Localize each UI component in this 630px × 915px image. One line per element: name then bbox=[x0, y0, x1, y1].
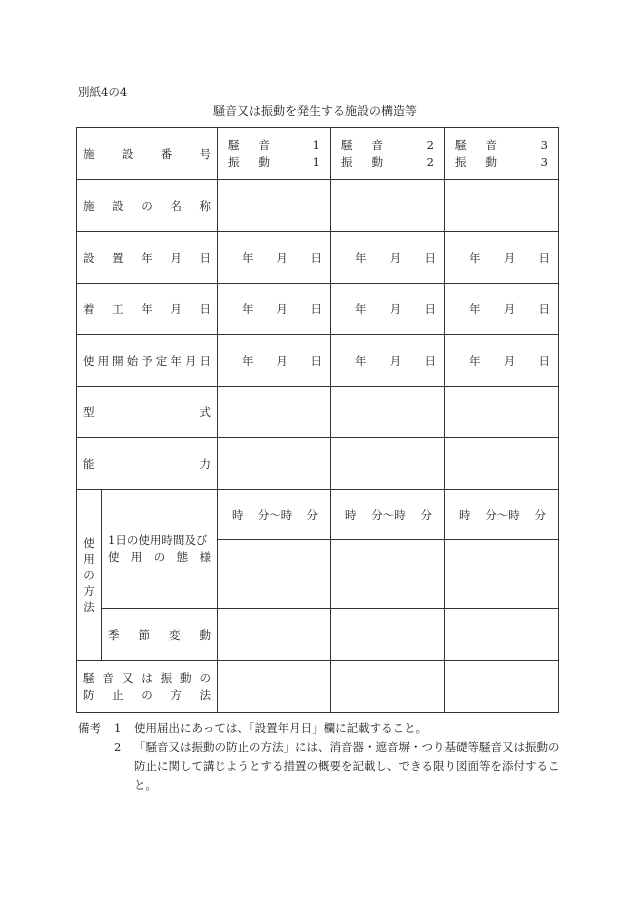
row-setup-date bbox=[77, 232, 559, 284]
label-char: 月 bbox=[389, 353, 402, 368]
input-type-1[interactable] bbox=[218, 387, 331, 438]
label-char: 分 bbox=[534, 507, 546, 522]
label-char: 型 bbox=[83, 405, 95, 419]
label-char: の bbox=[83, 568, 95, 582]
label-usage-method bbox=[77, 535, 101, 615]
row-prevention-method bbox=[77, 661, 559, 713]
remarks-head: 備考 bbox=[78, 721, 101, 735]
label-char: 称 bbox=[199, 198, 211, 213]
label-char: 止 bbox=[112, 687, 124, 702]
label-char: 日 bbox=[538, 353, 550, 368]
label-char: の bbox=[141, 687, 153, 702]
input-mode-1[interactable] bbox=[218, 540, 331, 609]
label-char: 設 bbox=[83, 250, 95, 265]
label-prevention-method bbox=[77, 670, 217, 704]
vibration-label: 振 動 1 bbox=[228, 154, 320, 169]
row-use-start-date bbox=[77, 335, 559, 387]
input-season-3[interactable] bbox=[445, 609, 559, 661]
label-char: 名 bbox=[170, 198, 182, 213]
input-use-start-2[interactable] bbox=[331, 335, 445, 387]
label-char: 分〜時 bbox=[485, 507, 520, 522]
label-char: 施 bbox=[83, 198, 95, 213]
remark-number: 1 bbox=[114, 721, 122, 735]
label-char: 年 bbox=[469, 250, 481, 265]
label-char: 年 bbox=[141, 302, 153, 316]
label-char: 月 bbox=[503, 250, 516, 265]
label-char: 振 bbox=[160, 670, 173, 685]
label-prevention-line2 bbox=[83, 687, 211, 704]
label-char: 分 bbox=[306, 507, 318, 522]
label-char: 年 bbox=[469, 353, 481, 368]
remark-text: 使用届出にあっては、「設置年月日」欄に記載すること。 bbox=[134, 721, 428, 735]
input-season-2[interactable] bbox=[331, 609, 445, 661]
remark-text: 「騒音又は振動の防止の方法」には、消音器・遮音塀・つり基礎等騒音又は振動の防止に関して講じようとする措置の概要を記載し、できる限り図面等を添付すること。 bbox=[134, 740, 560, 792]
vibration-label: 振 動 2 bbox=[341, 154, 434, 169]
input-capacity-3[interactable] bbox=[445, 438, 559, 490]
label-seasonal-variation bbox=[102, 627, 217, 643]
label-char: 日 bbox=[199, 302, 211, 316]
label-char: 能 bbox=[83, 456, 95, 471]
label-char: 動 bbox=[180, 670, 192, 685]
input-capacity-1[interactable] bbox=[218, 438, 331, 490]
facility-structure-table bbox=[76, 127, 559, 713]
label-char: 年 bbox=[242, 353, 254, 368]
row-usage-time bbox=[77, 490, 559, 540]
label-char: 法 bbox=[83, 600, 95, 614]
input-time-1[interactable] bbox=[218, 490, 331, 540]
label-daily-usage bbox=[102, 532, 217, 566]
facility-number: 1 bbox=[312, 137, 320, 152]
label-char: 防 bbox=[83, 687, 95, 702]
label-char: 日 bbox=[310, 353, 322, 368]
label-facility-number bbox=[77, 146, 217, 162]
input-prevention-3[interactable] bbox=[445, 661, 559, 713]
label-char: 使 bbox=[83, 353, 95, 368]
label-use-start-date bbox=[77, 353, 217, 369]
input-prevention-1[interactable] bbox=[218, 661, 331, 713]
label-start-date bbox=[77, 301, 217, 317]
remarks bbox=[78, 719, 564, 795]
label-char: 節 bbox=[138, 627, 150, 642]
label-char: 年 bbox=[242, 302, 254, 316]
label-char: 予 bbox=[141, 353, 153, 368]
label-char: 又 bbox=[121, 670, 134, 685]
input-mode-3[interactable] bbox=[445, 540, 559, 609]
input-start-date-2[interactable] bbox=[331, 284, 445, 335]
label-char: 日 bbox=[199, 353, 211, 368]
label-char: 用 bbox=[130, 550, 143, 564]
input-use-start-1[interactable] bbox=[218, 335, 331, 387]
label-char: の bbox=[153, 550, 166, 564]
label-char: 変 bbox=[169, 627, 181, 642]
facility-number: 1 bbox=[312, 154, 320, 169]
label-char: 音 bbox=[102, 670, 114, 685]
label-char: 騒 bbox=[83, 670, 95, 685]
label-char: 定 bbox=[155, 353, 168, 368]
label-char: 動 bbox=[199, 627, 211, 642]
reference-label: 別紙4の4 bbox=[78, 85, 128, 99]
label-char: 分〜時 bbox=[371, 507, 406, 522]
cell-facility-2[interactable] bbox=[331, 128, 445, 180]
label-facility-name bbox=[77, 198, 217, 214]
label-char: 日 bbox=[538, 302, 550, 316]
label-char: 季 bbox=[108, 627, 120, 642]
label-char: 月 bbox=[170, 250, 182, 265]
label-char: 日 bbox=[424, 302, 436, 316]
label-char: 日 bbox=[538, 250, 550, 265]
label-char: 年 bbox=[170, 353, 182, 368]
label-char: 年 bbox=[355, 353, 367, 368]
label-char: 月 bbox=[503, 353, 516, 368]
label-daily-usage-line1: 1日の使用時間及び bbox=[108, 533, 208, 547]
label-char: 年 bbox=[242, 250, 254, 265]
label-char: の bbox=[141, 198, 153, 213]
label-prevention-line1 bbox=[83, 670, 211, 687]
remark-number: 2 bbox=[114, 740, 122, 754]
input-start-date-3[interactable] bbox=[445, 284, 559, 335]
label-char: 号 bbox=[199, 146, 211, 161]
input-prevention-2[interactable] bbox=[331, 661, 445, 713]
facility-number: 3 bbox=[540, 137, 548, 152]
cell-facility-3[interactable] bbox=[445, 128, 559, 180]
label-char: 用 bbox=[97, 353, 110, 368]
label-char: 日 bbox=[424, 250, 436, 265]
label-char: 月 bbox=[276, 353, 288, 368]
label-char: の bbox=[199, 670, 211, 685]
label-char: 使 bbox=[83, 536, 95, 550]
label-char: 法 bbox=[199, 687, 211, 702]
input-start-date-1[interactable] bbox=[218, 284, 331, 335]
label-char: 設 bbox=[112, 198, 124, 213]
label-char: 年 bbox=[141, 250, 153, 265]
vibration-label: 振 動 3 bbox=[455, 154, 548, 169]
row-type bbox=[77, 387, 559, 438]
label-char: 時 bbox=[459, 507, 471, 522]
label-char: 日 bbox=[310, 250, 322, 265]
noise-label: 騒 音 1 bbox=[228, 137, 320, 152]
label-char: 始 bbox=[126, 353, 139, 368]
label-char: 月 bbox=[276, 250, 288, 265]
form-title: 騒音又は振動を発生する施設の構造等 bbox=[212, 104, 417, 118]
label-char: 着 bbox=[83, 302, 95, 316]
label-char: は bbox=[141, 670, 153, 685]
input-season-1[interactable] bbox=[218, 609, 331, 661]
row-seasonal-variation bbox=[77, 609, 559, 661]
label-char: 態 bbox=[176, 550, 189, 564]
input-name-3[interactable] bbox=[445, 180, 559, 232]
label-capacity bbox=[77, 456, 217, 472]
label-char: 番 bbox=[160, 146, 173, 161]
label-char: 開 bbox=[112, 353, 124, 368]
label-char: 日 bbox=[310, 302, 322, 316]
facility-number: 2 bbox=[426, 137, 434, 152]
row-facility-number bbox=[77, 128, 559, 180]
label-char: 月 bbox=[389, 250, 402, 265]
label-char: 日 bbox=[424, 353, 436, 368]
input-setup-date-3[interactable] bbox=[445, 232, 559, 284]
label-char: 年 bbox=[355, 302, 367, 316]
noise-label: 騒 音 3 bbox=[455, 137, 548, 152]
label-char: 月 bbox=[170, 302, 182, 316]
label-char: 月 bbox=[503, 302, 516, 316]
input-time-2[interactable] bbox=[331, 490, 445, 540]
label-char: 分 bbox=[420, 507, 432, 522]
label-char: 時 bbox=[232, 507, 244, 522]
label-char: 年 bbox=[469, 302, 481, 316]
label-char: 方 bbox=[83, 584, 95, 598]
input-type-2[interactable] bbox=[331, 387, 445, 438]
label-char: 式 bbox=[199, 405, 211, 419]
input-mode-2[interactable] bbox=[331, 540, 445, 609]
input-name-2[interactable] bbox=[331, 180, 445, 232]
input-use-start-3[interactable] bbox=[445, 335, 559, 387]
label-setup-date bbox=[77, 250, 217, 266]
noise-label: 騒 音 2 bbox=[341, 137, 434, 152]
input-time-3[interactable] bbox=[445, 490, 559, 540]
input-type-3[interactable] bbox=[445, 387, 559, 438]
label-char: 工 bbox=[112, 302, 124, 316]
label-char: 年 bbox=[355, 250, 367, 265]
label-char: 分〜時 bbox=[257, 507, 293, 522]
facility-number: 2 bbox=[426, 154, 434, 169]
label-char: 用 bbox=[83, 552, 95, 566]
label-type bbox=[77, 404, 217, 420]
label-char: 時 bbox=[345, 507, 357, 522]
input-setup-date-1[interactable] bbox=[218, 232, 331, 284]
label-char: 月 bbox=[184, 353, 197, 368]
label-char: 置 bbox=[112, 250, 124, 265]
label-char: 月 bbox=[276, 302, 288, 316]
label-char: 施 bbox=[83, 146, 95, 161]
label-char: 使 bbox=[108, 550, 120, 564]
cell-facility-1[interactable] bbox=[218, 128, 331, 180]
label-char: 月 bbox=[389, 302, 402, 316]
input-capacity-2[interactable] bbox=[331, 438, 445, 490]
label-char: 力 bbox=[199, 456, 211, 471]
row-start-date bbox=[77, 284, 559, 335]
row-capacity bbox=[77, 438, 559, 490]
input-setup-date-2[interactable] bbox=[331, 232, 445, 284]
label-char: 設 bbox=[121, 146, 134, 161]
row-facility-name bbox=[77, 180, 559, 232]
facility-number: 3 bbox=[540, 154, 548, 169]
label-daily-usage-line2 bbox=[108, 549, 211, 566]
input-name-1[interactable] bbox=[218, 180, 331, 232]
label-char: 方 bbox=[170, 687, 182, 702]
label-char: 日 bbox=[199, 250, 211, 265]
label-char: 様 bbox=[199, 550, 211, 564]
